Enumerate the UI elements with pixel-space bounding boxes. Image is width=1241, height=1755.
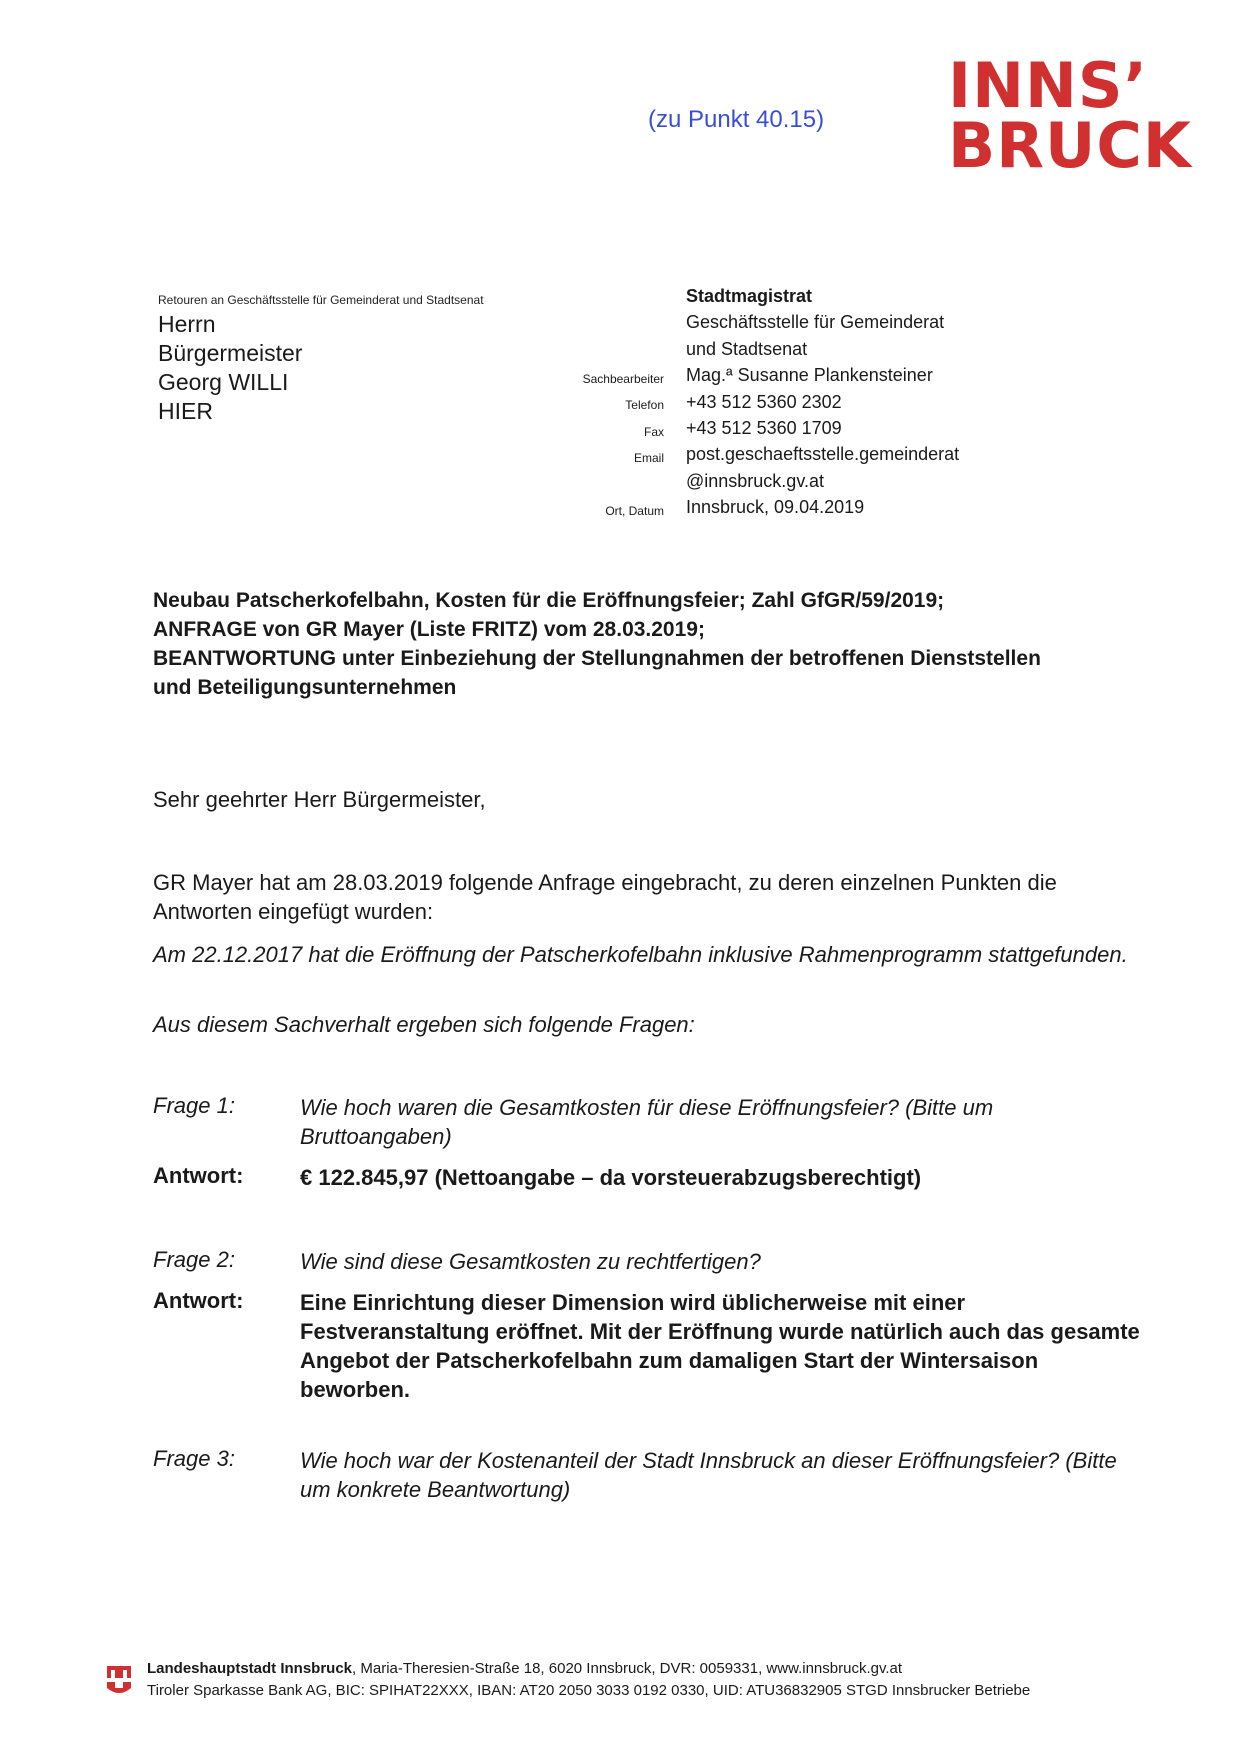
sender-dept-line-1: Geschäftsstelle für Gemeinderat [686,312,945,332]
answer-1-label: Antwort: [153,1163,244,1188]
subject [153,586,1133,702]
question-1-label: Frage 1: [153,1093,235,1118]
recipient-line: Bürgermeister [158,340,303,366]
clerk-label: Sachbearbeiter [582,372,664,386]
phone-label: Telefon [625,398,664,412]
logo-line-2: BRUCK [948,109,1192,182]
date-value: Innsbruck, 09.04.2019 [686,497,865,517]
answer-1-text: € 122.845,97 (Nettoangabe – da vorsteuerabzugsberechtigt) [300,1165,922,1190]
question-1-text: Wie hoch waren die Gesamtkosten für diese Eröffnungsfeier? (Bitte um Bruttoangaben) [300,1095,994,1149]
question-2-text: Wie sind diese Gesamtkosten zu rechtfertigen? [300,1249,761,1274]
recipient-line: Georg WILLI [158,369,289,395]
recipient-address [158,310,302,426]
question-3-label: Frage 3: [153,1446,235,1471]
agenda-reference: (zu Punkt 40.15) [648,106,825,133]
subject-line: BEANTWORTUNG unter Einbeziehung der Stellungnahmen der betroffenen Dienststellen [153,647,1041,670]
lead-paragraph: Aus diesem Sachverhalt ergeben sich folgende Fragen: [153,1012,695,1037]
recipient-line: Herrn [158,311,216,337]
sender-title: Stadtmagistrat [686,286,813,306]
phone-value: +43 512 5360 2302 [686,392,842,412]
intro-paragraph: GR Mayer hat am 28.03.2019 folgende Anfrage eingebracht, zu deren einzelnen Punkten die Antworten eingefügt wurden: [153,870,1057,924]
footer-city: Landeshauptstadt Innsbruck [147,1660,353,1677]
logo-line-1: INNS’ [948,49,1149,122]
salutation: Sehr geehrter Herr Bürgermeister, [153,787,486,812]
innsbruck-logo [948,49,1192,182]
subject-line: ANFRAGE von GR Mayer (Liste FRITZ) vom 28.03.2019; [153,618,705,641]
answer-2-label: Antwort: [153,1288,244,1313]
subject-line: Neubau Patscherkofelbahn, Kosten für die Eröffnungsfeier; Zahl GfGR/59/2019; [153,589,945,612]
fact-paragraph: Am 22.12.2017 hat die Eröffnung der Patscherkofelbahn inklusive Rahmenprogramm stattgefunden. [153,942,1128,967]
footer-line-1 [147,1660,902,1677]
footer-line-2: Tiroler Sparkasse Bank AG, BIC: SPIHAT22XXX, IBAN: AT20 2050 3033 0192 0330, UID: ATU36832905 STGD Innsbrucker Betriebe [147,1682,1031,1699]
city-crest-icon [105,1664,133,1700]
fax-value: +43 512 5360 1709 [686,418,842,438]
returns-note: Retouren an Geschäftsstelle für Gemeinderat und Stadtsenat [158,293,484,307]
email-line-2: @innsbruck.gv.at [686,471,824,491]
recipient-line: HIER [158,398,213,424]
question-3-text: Wie hoch war der Kostenanteil der Stadt Innsbruck an dieser Eröffnungsfeier? (Bitte um konkrete Beantwortung) [300,1448,1117,1502]
email-label: Email [633,451,664,465]
fax-label: Fax [643,425,664,439]
clerk-name: Mag.ª Susanne Plankensteiner [686,365,933,385]
sender-dept-line-2: und Stadtsenat [686,339,808,359]
email-line-1: post.geschaeftsstelle.gemeinderat [686,444,960,464]
question-2-label: Frage 2: [153,1247,235,1272]
date-label: Ort, Datum [605,504,664,518]
subject-line: und Beteiligungsunternehmen [153,676,457,699]
footer-address: , Maria-Theresien-Straße 18, 6020 Innsbruck, DVR: 0059331, www.innsbruck.gv.at [352,1660,903,1677]
answer-2-text: Eine Einrichtung dieser Dimension wird üblicherweise mit einer Festveranstaltung eröffnet. Mit der Eröffnung wurde natürlich auch das gesamte Angebot der Patscherkofelbahn zum damaligen Start der Wintersaison beworben. [300,1290,1140,1402]
